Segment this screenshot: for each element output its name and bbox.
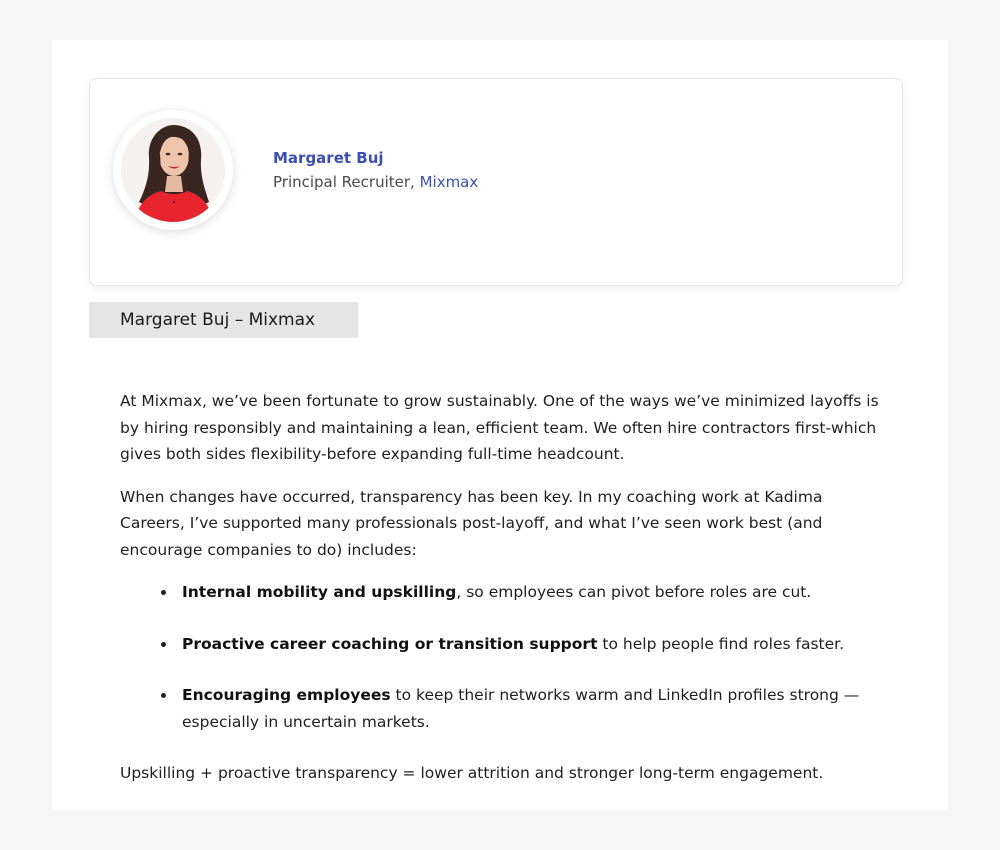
profile-role: [273, 169, 478, 195]
list-item: [182, 631, 880, 658]
profile-role-title: Principal Recruiter,: [273, 173, 420, 191]
list-item: [182, 682, 880, 735]
profile-info: [273, 147, 478, 195]
bullet-icon: [161, 693, 166, 698]
bullet-icon: [161, 590, 166, 595]
bullet-icon: [161, 642, 166, 647]
profile-name[interactable]: Margaret Buj: [273, 149, 384, 167]
list-item-bold: Encouraging employees: [182, 686, 391, 704]
paragraph-conclusion: Upskilling + proactive transparency = lower attrition and stronger long-term engagement.: [120, 764, 824, 782]
bullet-list: [120, 579, 880, 735]
list-item-text: , so employees can pivot before roles are cut.: [456, 583, 812, 601]
list-item-bold: Internal mobility and upskilling: [182, 583, 457, 601]
paragraph-intro: At Mixmax, we’ve been fortunate to grow sustainably. One of the ways we’ve minimized layoffs is by hiring responsibly and maintaining a lean, efficient team. We often hire contractors first-which gives both sides flexibility-before expanding full-time headcount.: [120, 392, 879, 463]
page-container: [52, 40, 948, 810]
profile-card: [89, 78, 903, 286]
caption-text: Margaret Buj – Mixmax: [120, 310, 316, 330]
paragraph-transparency: When changes have occurred, transparency has been key. In my coaching work at Kadima Careers, I’ve supported many professionals post-layoff, and what I’ve seen work best (and encourage companies to do) includes:: [120, 487, 823, 559]
list-item-bold: Proactive career coaching or transition support: [182, 634, 598, 653]
caption-tag: [89, 302, 358, 338]
avatar-frame: [113, 110, 233, 230]
list-item: [182, 579, 880, 606]
avatar: [121, 118, 225, 222]
list-item-text: to help people find roles faster.: [597, 634, 845, 653]
article-body: [120, 388, 880, 803]
profile-company-link[interactable]: Mixmax: [419, 173, 479, 191]
list-item-text: to keep their networks warm and LinkedIn profiles strong —especially in uncertain markets.: [182, 686, 860, 731]
